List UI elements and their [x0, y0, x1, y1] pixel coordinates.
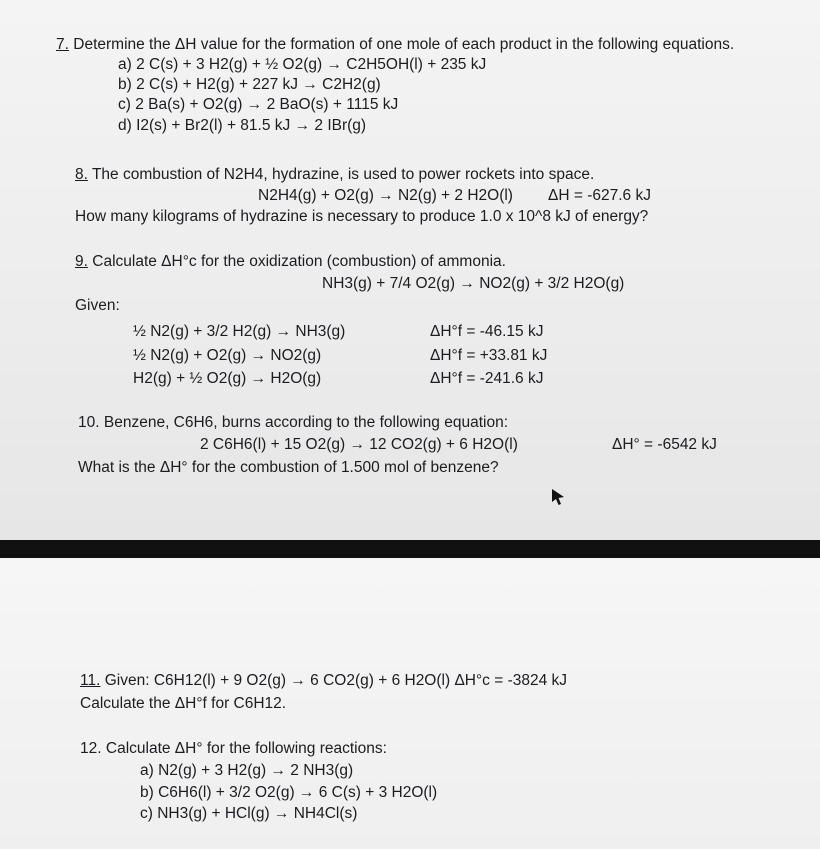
q7-c: c) 2 Ba(s) + O2(g) → 2 BaO(s) + 1115 kJ: [118, 96, 399, 113]
q9-given-3-dh: ΔH°f = -241.6 kJ: [430, 370, 544, 387]
q7-d: d) I2(s) + Br2(l) + 81.5 kJ → 2 IBr(g): [118, 117, 367, 134]
q12-number: 12.: [80, 740, 102, 757]
mouse-cursor-icon: [550, 488, 566, 506]
q11-question: Calculate the ΔH°f for C6H12.: [80, 695, 287, 712]
q7-prompt: [56, 36, 734, 54]
q9-equation: NH3(g) + 7/4 O2(g) → NO2(g) + 3/2 H2O(g): [322, 275, 625, 292]
q9-given-1-dh: ΔH°f = -46.15 kJ: [430, 323, 544, 340]
q11-number: 11.: [80, 672, 101, 689]
q8-question: How many kilograms of hydrazine is necessary to produce 1.0 x 10^8 kJ of energy?: [75, 208, 649, 225]
q7-b: b) 2 C(s) + H2(g) + 227 kJ → C2H2(g): [118, 76, 381, 93]
q8-dh: ΔH = -627.6 kJ: [548, 187, 651, 204]
q11-prompt: [80, 672, 567, 690]
q10-equation: 2 C6H6(l) + 15 O2(g) → 12 CO2(g) + 6 H2O(l): [200, 436, 518, 453]
q10-number: 10.: [78, 414, 100, 431]
q7-number: 7.: [56, 36, 69, 53]
q10-prompt: [78, 414, 508, 432]
q9-given-2: ½ N2(g) + O2(g) → NO2(g): [133, 347, 322, 364]
q9-given-label: Given:: [75, 297, 120, 314]
q12-a: a) N2(g) + 3 H2(g) → 2 NH3(g): [140, 762, 354, 779]
q7-text: Determine the ΔH value for the formation of one mole of each product in the following equations.: [73, 36, 735, 53]
q8-number: 8.: [75, 166, 88, 183]
q11-text: Given: C6H12(l) + 9 O2(g) → 6 CO2(g) + 6 H2O(l) ΔH°c = -3824 kJ: [104, 672, 568, 689]
q9-prompt: [75, 253, 506, 271]
q12-c: c) NH3(g) + HCl(g) → NH4Cl(s): [140, 805, 358, 822]
q10-text: Benzene, C6H6, burns according to the following equation:: [103, 414, 508, 431]
q10-question: What is the ΔH° for the combustion of 1.500 mol of benzene?: [78, 459, 499, 476]
q12-b: b) C6H6(l) + 3/2 O2(g) → 6 C(s) + 3 H2O(l): [140, 784, 438, 801]
q7-a: a) 2 C(s) + 3 H2(g) + ½ O2(g) → C2H5OH(l) + 235 kJ: [118, 56, 487, 73]
q9-number: 9.: [75, 253, 88, 270]
q12-prompt: [80, 740, 387, 758]
q10-dh: ΔH° = -6542 kJ: [612, 436, 717, 453]
q9-given-2-dh: ΔH°f = +33.81 kJ: [430, 347, 548, 364]
q9-text: Calculate ΔH°c for the oxidization (combustion) of ammonia.: [92, 253, 506, 270]
q8-equation: N2H4(g) + O2(g) → N2(g) + 2 H2O(l): [258, 187, 513, 204]
q9-given-1: ½ N2(g) + 3/2 H2(g) → NH3(g): [133, 323, 346, 340]
q12-text: Calculate ΔH° for the following reactions:: [105, 740, 387, 757]
q9-given-3: H2(g) + ½ O2(g) → H2O(g): [133, 370, 322, 387]
page-divider: [0, 540, 820, 558]
q8-text: The combustion of N2H4, hydrazine, is used to power rockets into space.: [91, 166, 595, 183]
q8-prompt: [75, 166, 594, 184]
